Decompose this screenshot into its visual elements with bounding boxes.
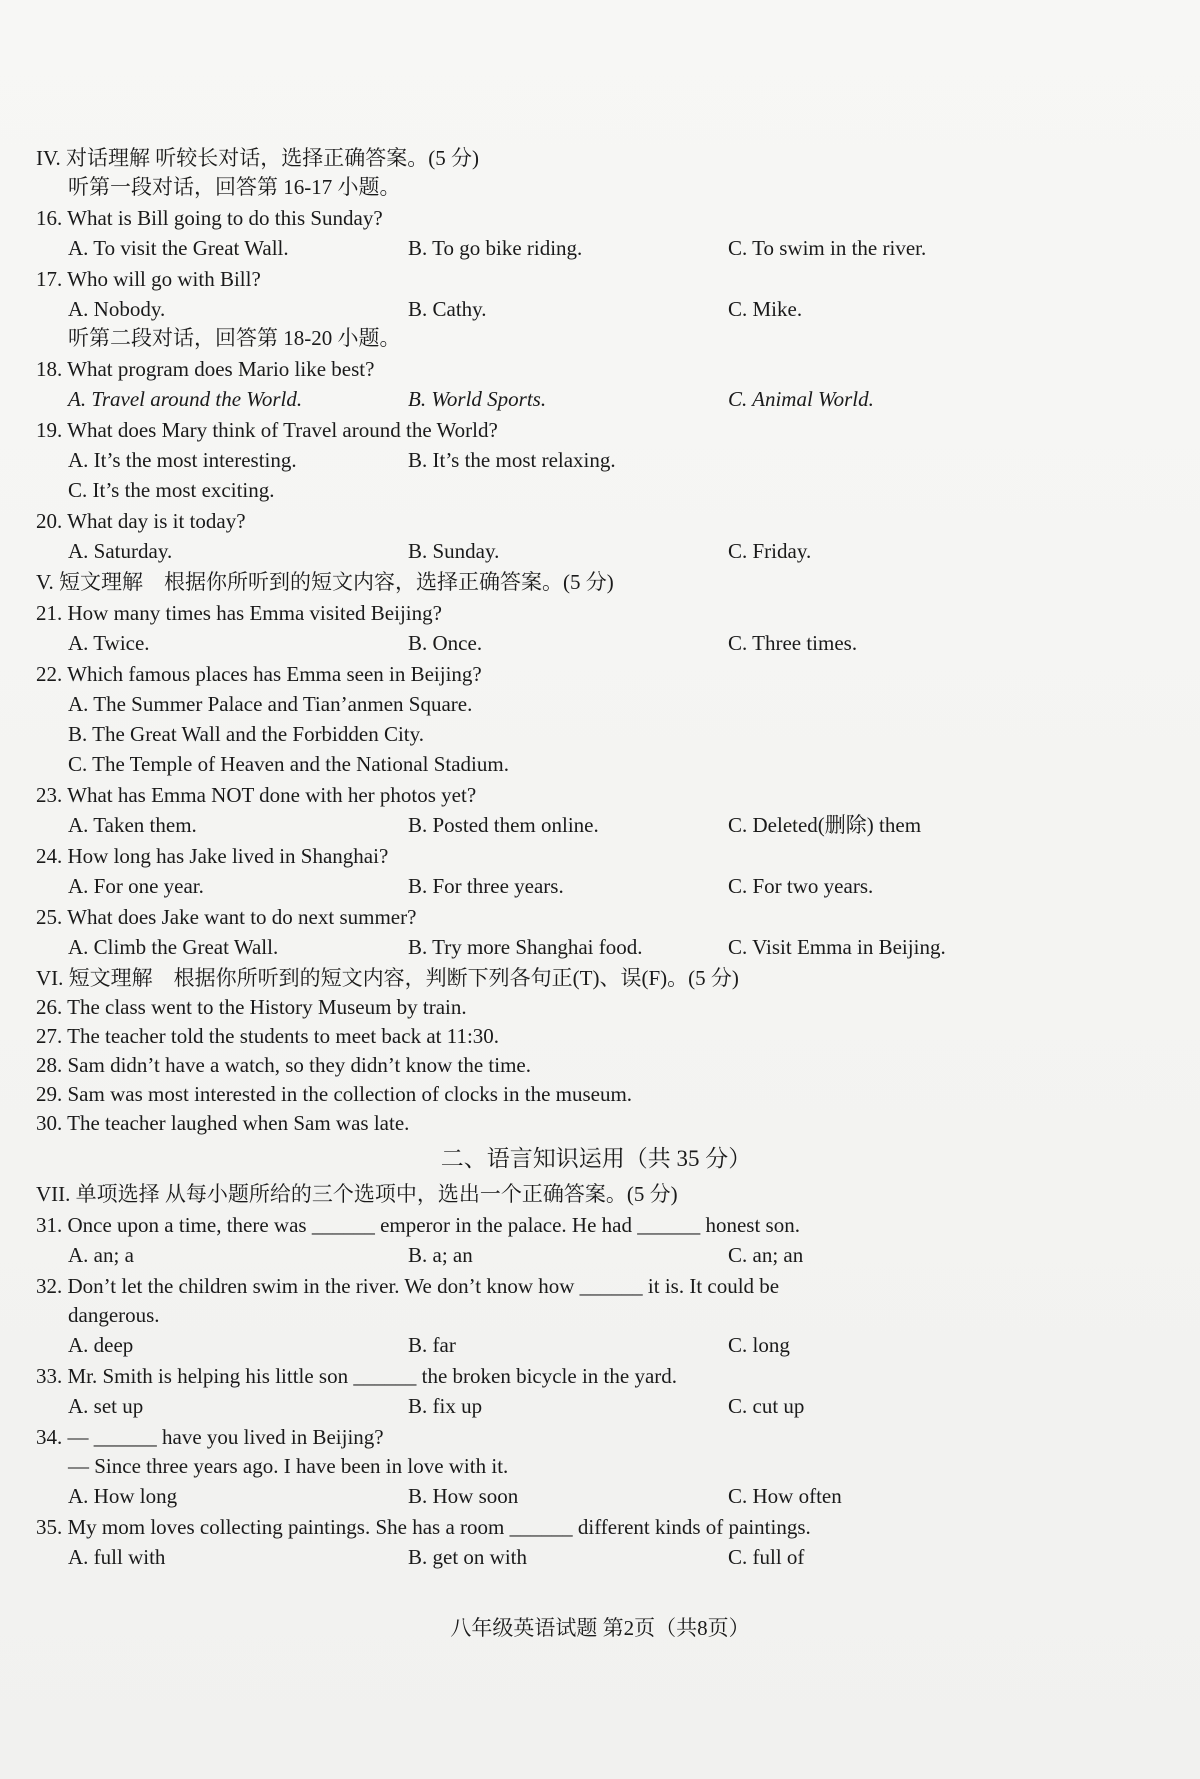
option-a: A. Saturday. bbox=[68, 539, 173, 563]
option-b: B. get on with bbox=[408, 1545, 527, 1569]
question-31-options bbox=[36, 1240, 1156, 1270]
question-24-stem: 24. How long has Jake lived in Shanghai? bbox=[36, 844, 389, 868]
option-b: B. Try more Shanghai food. bbox=[408, 935, 643, 959]
section-iv-part2: 听第二段对话，回答第 18-20 小题。 bbox=[68, 326, 401, 350]
question-33-options bbox=[36, 1391, 1156, 1421]
option-b: B. Once. bbox=[408, 631, 483, 655]
question-25-options bbox=[36, 932, 1156, 962]
section-vi-heading: VI. 短文理解 根据你所听到的短文内容，判断下列各句正(T)、误(F)。(5 分) bbox=[36, 966, 739, 990]
option-b: B. For three years. bbox=[408, 874, 564, 898]
option-a: A. Nobody. bbox=[68, 297, 166, 321]
question-34-stem-cont: — Since three years ago. I have been in love with it. bbox=[68, 1454, 509, 1478]
statement-28: 28. Sam didn’t have a watch, so they didn’t know the time. bbox=[36, 1053, 531, 1077]
question-35-stem: 35. My mom loves collecting paintings. She has a room ______ different kinds of paintings. bbox=[36, 1515, 811, 1539]
option-b: B. far bbox=[408, 1333, 456, 1357]
option-a: A. Twice. bbox=[68, 631, 150, 655]
option-c: C. an; an bbox=[728, 1243, 804, 1267]
question-19-stem: 19. What does Mary think of Travel around the World? bbox=[36, 418, 498, 442]
option-a: A. It’s the most interesting. bbox=[68, 448, 297, 472]
question-31-stem: 31. Once upon a time, there was ______ emperor in the palace. He had ______ honest son. bbox=[36, 1213, 800, 1237]
question-25-stem: 25. What does Jake want to do next summer? bbox=[36, 905, 417, 929]
statement-26: 26. The class went to the History Museum by train. bbox=[36, 995, 467, 1019]
option-c: C. long bbox=[728, 1333, 790, 1357]
option-c: C. The Temple of Heaven and the National Stadium. bbox=[68, 752, 509, 776]
option-a: A. To visit the Great Wall. bbox=[68, 236, 289, 260]
option-c: C. To swim in the river. bbox=[728, 236, 927, 260]
question-33-stem: 33. Mr. Smith is helping his little son ______ the broken bicycle in the yard. bbox=[36, 1364, 678, 1388]
option-a: A. For one year. bbox=[68, 874, 204, 898]
option-a: A. How long bbox=[68, 1484, 178, 1508]
question-16-options bbox=[36, 233, 1156, 263]
section-vii-heading: VII. 单项选择 从每小题所给的三个选项中，选出一个正确答案。(5 分) bbox=[36, 1182, 678, 1206]
question-19-options-ab bbox=[36, 445, 1156, 475]
section-v-heading: V. 短文理解 根据你所听到的短文内容，选择正确答案。(5 分) bbox=[36, 570, 614, 594]
exam-content bbox=[36, 142, 1156, 1572]
question-17-options bbox=[36, 294, 1156, 324]
question-18-stem: 18. What program does Mario like best? bbox=[36, 357, 375, 381]
question-21-stem: 21. How many times has Emma visited Beijing? bbox=[36, 601, 442, 625]
option-b: B. It’s the most relaxing. bbox=[408, 448, 616, 472]
option-b: B. Cathy. bbox=[408, 297, 487, 321]
page-footer: 八年级英语试题 第2页（共8页） bbox=[450, 1616, 750, 1640]
option-c: C. How often bbox=[728, 1484, 842, 1508]
question-16-stem: 16. What is Bill going to do this Sunday? bbox=[36, 206, 383, 230]
question-35-options bbox=[36, 1542, 1156, 1572]
statement-29: 29. Sam was most interested in the collection of clocks in the museum. bbox=[36, 1082, 633, 1106]
question-18-options bbox=[36, 384, 1156, 414]
question-21-options bbox=[36, 628, 1156, 658]
option-a: A. The Summer Palace and Tian’anmen Square. bbox=[68, 692, 473, 716]
option-c: C. Animal World. bbox=[728, 387, 874, 411]
question-34-options bbox=[36, 1481, 1156, 1511]
option-c: C. cut up bbox=[728, 1394, 805, 1418]
option-a: A. full with bbox=[68, 1545, 166, 1569]
question-20-options bbox=[36, 536, 1156, 566]
option-c: C. It’s the most exciting. bbox=[68, 478, 275, 502]
option-b: B. To go bike riding. bbox=[408, 236, 583, 260]
option-a: A. deep bbox=[68, 1333, 134, 1357]
option-a: A. Travel around the World. bbox=[68, 387, 303, 411]
question-17-stem: 17. Who will go with Bill? bbox=[36, 267, 261, 291]
option-c: C. Mike. bbox=[728, 297, 803, 321]
option-c: C. Friday. bbox=[728, 539, 812, 563]
option-b: B. Posted them online. bbox=[408, 813, 599, 837]
option-c: C. For two years. bbox=[728, 874, 874, 898]
option-a: A. an; a bbox=[68, 1243, 134, 1267]
section-iv-heading: IV. 对话理解 听较长对话，选择正确答案。(5 分) bbox=[36, 146, 479, 170]
question-32-options bbox=[36, 1330, 1156, 1360]
option-c: C. full of bbox=[728, 1545, 805, 1569]
question-23-options bbox=[36, 810, 1156, 840]
option-b: B. a; an bbox=[408, 1243, 473, 1267]
option-b: B. Sunday. bbox=[408, 539, 500, 563]
option-c: C. Three times. bbox=[728, 631, 858, 655]
option-b: B. fix up bbox=[408, 1394, 483, 1418]
option-a: A. Taken them. bbox=[68, 813, 197, 837]
question-32-stem-cont: dangerous. bbox=[68, 1303, 160, 1327]
option-b: B. World Sports. bbox=[408, 387, 547, 411]
statement-27: 27. The teacher told the students to meet back at 11:30. bbox=[36, 1024, 500, 1048]
option-c: C. Deleted(删除) them bbox=[728, 813, 922, 837]
question-32-stem: 32. Don’t let the children swim in the river. We don’t know how ______ it is. It could be bbox=[36, 1274, 780, 1298]
question-22-stem: 22. Which famous places has Emma seen in Beijing? bbox=[36, 662, 482, 686]
question-23-stem: 23. What has Emma NOT done with her photos yet? bbox=[36, 783, 477, 807]
statement-30: 30. The teacher laughed when Sam was late. bbox=[36, 1111, 410, 1135]
question-24-options bbox=[36, 871, 1156, 901]
option-a: A. set up bbox=[68, 1394, 144, 1418]
option-b: B. How soon bbox=[408, 1484, 519, 1508]
section-iv-part1: 听第一段对话，回答第 16-17 小题。 bbox=[68, 175, 401, 199]
question-34-stem: 34. — ______ have you lived in Beijing? bbox=[36, 1425, 384, 1449]
option-b: B. The Great Wall and the Forbidden City. bbox=[68, 722, 425, 746]
question-20-stem: 20. What day is it today? bbox=[36, 509, 246, 533]
option-c: C. Visit Emma in Beijing. bbox=[728, 935, 946, 959]
option-a: A. Climb the Great Wall. bbox=[68, 935, 279, 959]
part-two-title: 二、语言知识运用（共 35 分） bbox=[440, 1146, 752, 1171]
